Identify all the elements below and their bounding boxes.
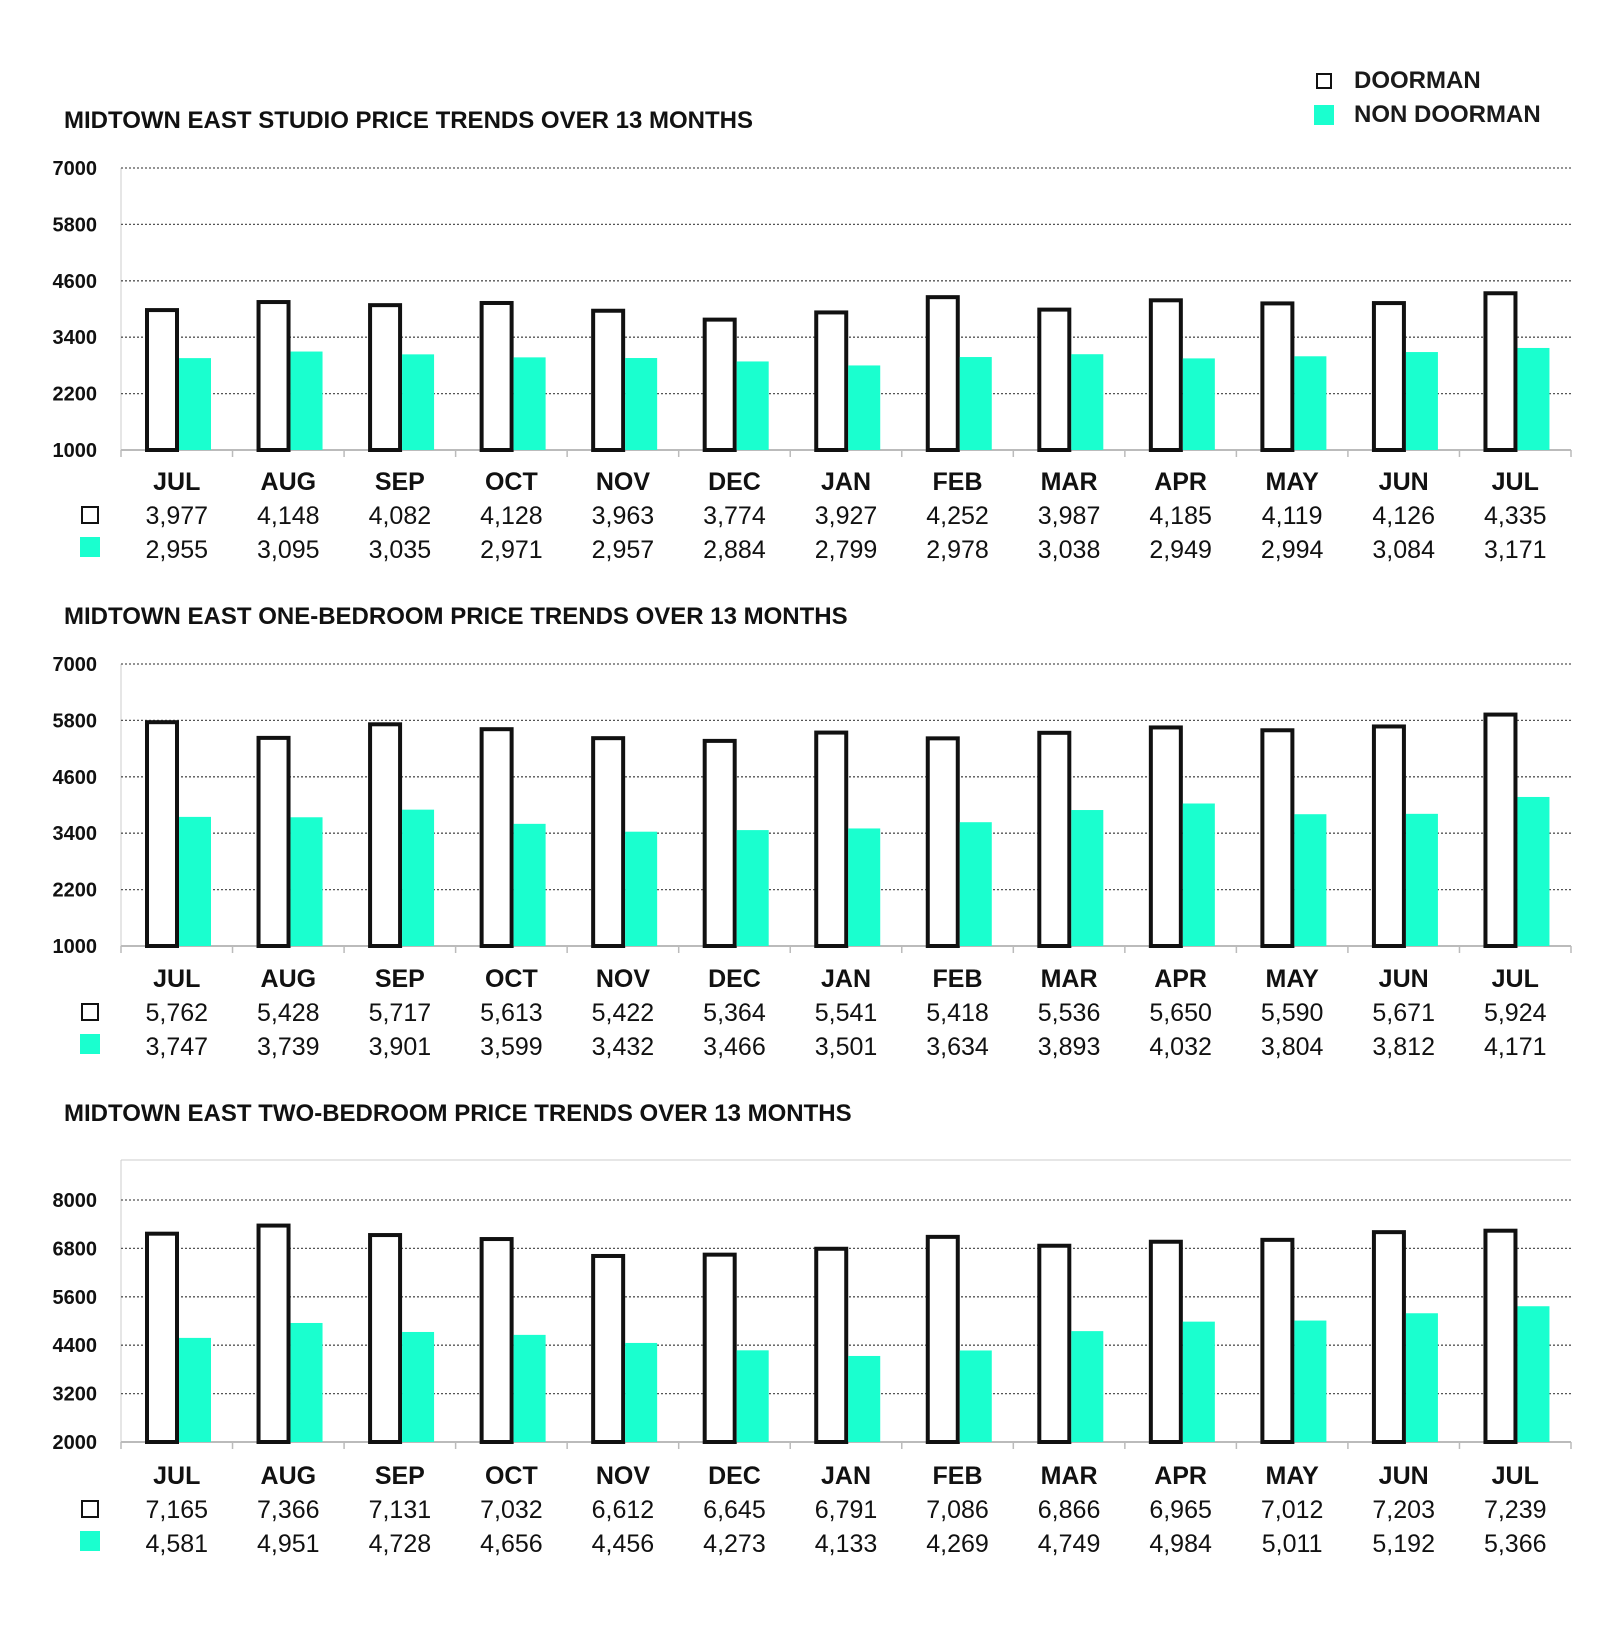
bar-doorman	[147, 722, 177, 946]
data-label-non-doorman: 2,978	[926, 536, 989, 564]
y-tick-label: 4600	[52, 270, 97, 293]
data-label-doorman: 7,131	[368, 1496, 432, 1524]
data-label-non-doorman: 4,269	[926, 1530, 989, 1558]
data-label-doorman: 7,239	[1483, 1496, 1547, 1524]
x-tick-label: FEB	[932, 965, 983, 993]
data-label-non-doorman: 3,095	[257, 536, 320, 564]
y-tick-label: 3400	[52, 823, 97, 846]
x-tick-label: JAN	[820, 468, 872, 496]
bar-non-doorman	[848, 365, 880, 450]
x-tick-label: JUL	[153, 468, 201, 496]
y-tick-label: 6800	[52, 1238, 97, 1261]
x-tick-label: AUG	[260, 965, 317, 993]
data-label-doorman: 5,590	[1260, 999, 1324, 1027]
data-label-non-doorman: 4,171	[1483, 1033, 1547, 1061]
y-tick-label: 4600	[52, 766, 97, 789]
data-label-doorman: 3,987	[1037, 502, 1101, 530]
x-tick-label: JAN	[820, 1462, 872, 1490]
x-tick-label: APR	[1154, 1462, 1208, 1490]
bar-doorman	[1262, 730, 1292, 946]
data-label-non-doorman: 3,084	[1372, 536, 1435, 564]
bar-doorman	[482, 729, 512, 946]
x-tick-label: AUG	[260, 1462, 317, 1490]
y-tick-label: 2200	[52, 383, 97, 406]
bar-non-doorman	[960, 822, 992, 946]
data-label-non-doorman: 4,656	[480, 1530, 543, 1558]
y-tick-label: 1000	[52, 440, 97, 462]
bar-non-doorman	[1183, 358, 1215, 450]
x-tick-label: NOV	[595, 965, 651, 993]
bar-doorman	[1039, 733, 1069, 946]
data-label-non-doorman: 4,581	[145, 1530, 209, 1558]
bar-non-doorman	[514, 824, 546, 946]
bar-doorman	[1262, 1240, 1292, 1442]
x-tick-label: OCT	[484, 468, 538, 496]
data-label-doorman: 5,428	[257, 999, 320, 1027]
bar-non-doorman	[1071, 810, 1103, 946]
row-marker-doorman	[82, 1004, 98, 1020]
y-tick-label: 2200	[52, 879, 97, 902]
bar-non-doorman	[1294, 1321, 1326, 1442]
data-label-doorman: 4,148	[257, 502, 320, 530]
data-label-doorman: 4,185	[1149, 502, 1212, 530]
bar-non-doorman	[960, 1350, 992, 1442]
bar-doorman	[1374, 1232, 1404, 1442]
x-tick-label: DEC	[708, 965, 761, 993]
data-label-non-doorman: 5,366	[1483, 1530, 1547, 1558]
data-label-non-doorman: 2,884	[703, 536, 766, 564]
x-tick-label: FEB	[932, 1462, 983, 1490]
chart-title: MIDTOWN EAST TWO-BEDROOM PRICE TRENDS OVER 13 MONTHS	[64, 1100, 852, 1127]
bar-doorman	[593, 1256, 623, 1442]
bar-doorman	[705, 1255, 735, 1442]
data-label-doorman: 7,012	[1260, 1496, 1324, 1524]
bar-non-doorman	[1517, 348, 1549, 450]
bar-doorman	[1374, 303, 1404, 450]
bar-non-doorman	[625, 358, 657, 450]
bar-doorman	[370, 1235, 400, 1442]
bar-non-doorman	[402, 1332, 434, 1442]
bar-non-doorman	[402, 354, 434, 450]
y-tick-label: 7000	[52, 654, 97, 676]
x-tick-label: SEP	[374, 965, 425, 993]
bar-non-doorman	[291, 352, 323, 450]
bar-non-doorman	[1406, 352, 1438, 450]
bar-non-doorman	[737, 1350, 769, 1442]
y-tick-label: 3200	[52, 1383, 97, 1406]
data-label-doorman: 3,927	[814, 502, 878, 530]
y-tick-label: 5600	[52, 1286, 97, 1309]
chart-title: MIDTOWN EAST ONE-BEDROOM PRICE TRENDS OVER 13 MONTHS	[64, 603, 848, 630]
legend-label-non-doorman: NON DOORMAN	[1354, 101, 1541, 128]
y-tick-label: 8000	[52, 1190, 97, 1212]
data-label-doorman: 6,612	[591, 1496, 655, 1524]
data-label-doorman: 5,671	[1372, 999, 1435, 1027]
data-label-non-doorman: 3,893	[1037, 1033, 1101, 1061]
bar-doorman	[816, 312, 846, 450]
data-label-non-doorman: 3,035	[368, 536, 432, 564]
y-tick-label: 3400	[52, 327, 97, 350]
data-label-non-doorman: 3,634	[926, 1033, 989, 1061]
data-label-doorman: 5,762	[145, 999, 209, 1027]
data-label-doorman: 5,650	[1149, 999, 1212, 1027]
bar-doorman	[147, 310, 177, 450]
bar-doorman	[482, 303, 512, 450]
data-label-doorman: 5,924	[1483, 999, 1547, 1027]
x-tick-label: MAR	[1040, 468, 1098, 496]
x-tick-label: MAY	[1265, 468, 1319, 496]
data-label-doorman: 7,203	[1372, 1496, 1435, 1524]
data-label-non-doorman: 3,739	[257, 1033, 320, 1061]
data-label-doorman: 5,418	[926, 999, 989, 1027]
data-label-non-doorman: 2,949	[1149, 536, 1212, 564]
x-tick-label: MAR	[1040, 1462, 1098, 1490]
data-label-non-doorman: 3,901	[368, 1033, 432, 1061]
legend-label-doorman: DOORMAN	[1354, 67, 1481, 94]
bar-non-doorman	[1071, 354, 1103, 450]
x-tick-label: SEP	[374, 468, 425, 496]
data-label-non-doorman: 4,728	[368, 1530, 432, 1558]
row-marker-doorman	[82, 507, 98, 523]
bar-doorman	[705, 320, 735, 450]
bar-non-doorman	[514, 357, 546, 450]
x-tick-label: OCT	[484, 1462, 538, 1490]
data-label-non-doorman: 3,812	[1372, 1033, 1435, 1061]
bar-doorman	[816, 733, 846, 946]
row-marker-doorman	[82, 1501, 98, 1517]
data-label-doorman: 5,613	[480, 999, 543, 1027]
data-label-doorman: 5,422	[591, 999, 655, 1027]
x-tick-label: JUL	[1491, 965, 1539, 993]
data-label-non-doorman: 3,804	[1260, 1033, 1324, 1061]
bar-non-doorman	[1071, 1331, 1103, 1442]
bar-doorman	[816, 1249, 846, 1442]
bar-doorman	[1485, 1231, 1515, 1442]
x-tick-label: MAR	[1040, 965, 1098, 993]
row-marker-non-doorman	[80, 1034, 100, 1054]
bar-doorman	[705, 741, 735, 946]
bar-doorman	[593, 311, 623, 450]
data-label-doorman: 4,128	[480, 502, 543, 530]
data-label-doorman: 5,536	[1037, 999, 1101, 1027]
data-label-non-doorman: 3,599	[480, 1033, 543, 1061]
data-label-non-doorman: 4,133	[814, 1530, 878, 1558]
bar-non-doorman	[179, 1338, 211, 1442]
data-label-non-doorman: 5,192	[1372, 1530, 1435, 1558]
bar-doorman	[928, 738, 958, 946]
bar-doorman	[147, 1234, 177, 1442]
bar-non-doorman	[1517, 797, 1549, 946]
bar-non-doorman	[1183, 803, 1215, 946]
data-label-doorman: 4,126	[1372, 502, 1435, 530]
bar-non-doorman	[848, 828, 880, 946]
bar-non-doorman	[737, 361, 769, 450]
y-tick-label: 1000	[52, 936, 97, 958]
row-marker-non-doorman	[80, 1531, 100, 1551]
bar-doorman	[259, 738, 289, 946]
bar-non-doorman	[960, 357, 992, 450]
data-label-doorman: 7,032	[480, 1496, 543, 1524]
bar-doorman	[370, 305, 400, 450]
bar-doorman	[928, 297, 958, 450]
bar-non-doorman	[848, 1356, 880, 1442]
data-label-doorman: 3,963	[591, 502, 655, 530]
bar-non-doorman	[179, 358, 211, 450]
bar-doorman	[482, 1239, 512, 1442]
x-tick-label: APR	[1154, 468, 1208, 496]
bar-doorman	[593, 738, 623, 946]
x-tick-label: JAN	[820, 965, 872, 993]
bar-non-doorman	[1406, 814, 1438, 946]
bar-doorman	[259, 302, 289, 450]
data-label-non-doorman: 3,171	[1483, 536, 1547, 564]
data-label-non-doorman: 2,799	[814, 536, 878, 564]
x-tick-label: JUN	[1378, 965, 1429, 993]
bar-doorman	[1039, 1246, 1069, 1442]
bar-non-doorman	[179, 817, 211, 946]
data-label-doorman: 7,086	[926, 1496, 989, 1524]
data-label-doorman: 6,965	[1149, 1496, 1212, 1524]
x-tick-label: JUL	[1491, 1462, 1539, 1490]
bar-doorman	[1039, 310, 1069, 450]
data-label-non-doorman: 3,466	[703, 1033, 766, 1061]
data-label-non-doorman: 3,432	[591, 1033, 655, 1061]
bar-doorman	[928, 1237, 958, 1442]
y-tick-label: 5800	[52, 710, 97, 733]
bar-non-doorman	[291, 1323, 323, 1442]
data-label-doorman: 7,366	[257, 1496, 320, 1524]
x-tick-label: DEC	[708, 468, 761, 496]
data-label-non-doorman: 4,984	[1149, 1530, 1212, 1558]
x-tick-label: JUN	[1378, 1462, 1429, 1490]
data-label-non-doorman: 2,971	[480, 536, 543, 564]
bar-doorman	[1374, 726, 1404, 946]
x-tick-label: NOV	[595, 468, 651, 496]
bar-doorman	[1151, 1242, 1181, 1442]
bar-non-doorman	[1406, 1313, 1438, 1442]
data-label-non-doorman: 5,011	[1261, 1530, 1323, 1558]
data-label-non-doorman: 4,456	[591, 1530, 655, 1558]
y-tick-label: 7000	[52, 158, 97, 180]
bar-doorman	[370, 724, 400, 946]
data-label-doorman: 4,335	[1483, 502, 1547, 530]
x-tick-label: MAY	[1265, 1462, 1319, 1490]
data-label-doorman: 5,364	[703, 999, 766, 1027]
x-tick-label: NOV	[595, 1462, 651, 1490]
x-tick-label: JUN	[1378, 468, 1429, 496]
data-label-doorman: 6,866	[1037, 1496, 1101, 1524]
data-label-non-doorman: 3,747	[145, 1033, 209, 1061]
data-label-doorman: 5,717	[368, 999, 432, 1027]
bar-non-doorman	[1517, 1306, 1549, 1442]
bar-doorman	[1485, 715, 1515, 946]
y-tick-label: 5800	[52, 214, 97, 237]
x-tick-label: FEB	[932, 468, 983, 496]
data-label-doorman: 4,119	[1261, 502, 1323, 530]
y-tick-label: 2000	[52, 1432, 97, 1454]
data-label-doorman: 6,645	[703, 1496, 766, 1524]
bar-doorman	[1485, 293, 1515, 450]
data-label-non-doorman: 2,957	[591, 536, 655, 564]
bar-non-doorman	[514, 1335, 546, 1442]
x-tick-label: OCT	[484, 965, 538, 993]
x-tick-label: JUL	[153, 965, 201, 993]
bar-doorman	[259, 1226, 289, 1442]
row-marker-non-doorman	[80, 537, 100, 557]
data-label-non-doorman: 4,749	[1037, 1530, 1101, 1558]
bar-non-doorman	[625, 832, 657, 946]
x-tick-label: APR	[1154, 965, 1208, 993]
x-tick-label: MAY	[1265, 965, 1319, 993]
chart-title: MIDTOWN EAST STUDIO PRICE TRENDS OVER 13 MONTHS	[64, 107, 753, 134]
data-label-doorman: 4,252	[926, 502, 989, 530]
bar-non-doorman	[1183, 1322, 1215, 1442]
data-label-non-doorman: 2,994	[1260, 536, 1324, 564]
bar-non-doorman	[1294, 356, 1326, 450]
bar-non-doorman	[402, 810, 434, 946]
data-label-doorman: 7,165	[145, 1496, 209, 1524]
data-label-doorman: 3,774	[703, 502, 766, 530]
bar-doorman	[1151, 300, 1181, 450]
data-label-non-doorman: 4,951	[257, 1530, 320, 1558]
data-label-doorman: 3,977	[145, 502, 209, 530]
bar-doorman	[1151, 727, 1181, 946]
data-label-non-doorman: 4,273	[703, 1530, 766, 1558]
data-label-non-doorman: 4,032	[1149, 1033, 1212, 1061]
data-label-non-doorman: 3,501	[814, 1033, 878, 1061]
data-label-non-doorman: 3,038	[1037, 536, 1101, 564]
data-label-doorman: 4,082	[368, 502, 432, 530]
x-tick-label: JUL	[1491, 468, 1539, 496]
bar-doorman	[1262, 303, 1292, 450]
data-label-non-doorman: 2,955	[145, 536, 209, 564]
data-label-doorman: 5,541	[814, 999, 878, 1027]
x-tick-label: DEC	[708, 1462, 761, 1490]
x-tick-label: SEP	[374, 1462, 425, 1490]
bar-non-doorman	[1294, 814, 1326, 946]
bar-non-doorman	[737, 830, 769, 946]
data-label-doorman: 6,791	[814, 1496, 878, 1524]
x-tick-label: JUL	[153, 1462, 201, 1490]
bar-non-doorman	[625, 1343, 657, 1442]
bar-non-doorman	[291, 817, 323, 946]
y-tick-label: 4400	[52, 1335, 97, 1358]
x-tick-label: AUG	[260, 468, 317, 496]
